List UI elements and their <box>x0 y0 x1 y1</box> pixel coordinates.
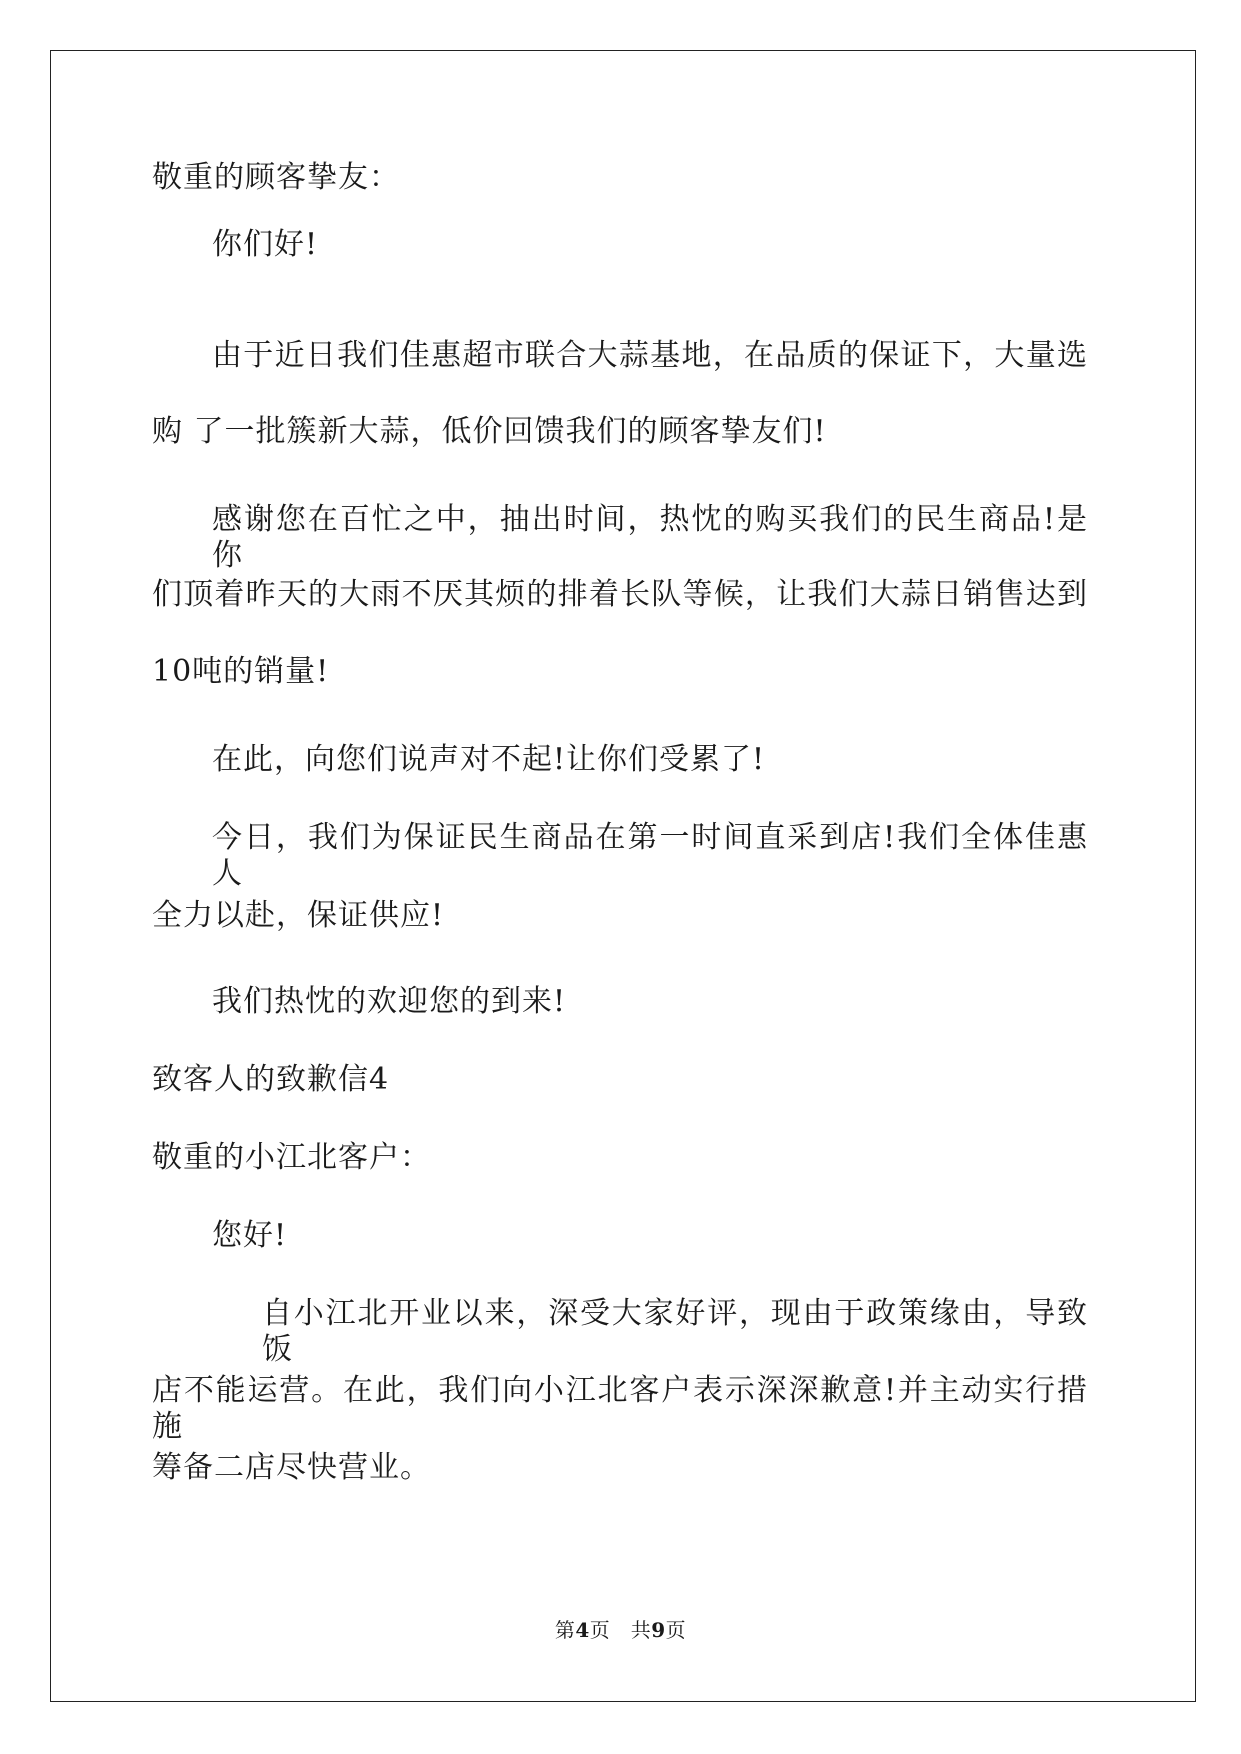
greeting-2: 您好! <box>212 1218 288 1253</box>
paragraph-line: 今日，我们为保证民生商品在第一时间直采到店!我们全体佳惠人 <box>212 820 1088 891</box>
paragraph-line: 购 了一批簇新大蒜，低价回馈我们的顾客挚友们! <box>152 414 827 449</box>
paragraph-line: 店不能运营。在此，我们向小江北客户表示深深歉意!并主动实行措施 <box>152 1373 1088 1444</box>
paragraph-line: 在此，向您们说声对不起!让你们受累了! <box>212 742 766 777</box>
paragraph-line: 筹备二店尽快营业。 <box>152 1450 431 1485</box>
footer-prefix: 第 <box>554 1618 576 1642</box>
paragraph-line: 全力以赴，保证供应! <box>152 898 445 933</box>
total-pages-number: 9 <box>651 1618 666 1642</box>
paragraph-line: 感谢您在百忙之中，抽出时间，热忱的购买我们的民生商品!是你 <box>212 502 1088 573</box>
paragraph-line: 由于近日我们佳惠超市联合大蒜基地，在品质的保证下，大量选 <box>212 338 1088 373</box>
footer-suffix: 页 <box>665 1618 687 1642</box>
paragraph-line: 们顶着昨天的大雨不厌其烦的排着长队等候，让我们大蒜日销售达到 <box>152 577 1088 612</box>
page-footer <box>0 1618 1241 1642</box>
section-title: 致客人的致歉信4 <box>152 1062 390 1097</box>
salutation-2: 敬重的小江北客户： <box>152 1140 431 1175</box>
current-page-number: 4 <box>575 1618 590 1642</box>
footer-middle: 页 共 <box>589 1618 652 1642</box>
paragraph-line: 我们热忱的欢迎您的到来! <box>212 984 567 1019</box>
paragraph-line: 10吨的销量! <box>152 654 330 689</box>
salutation-1: 敬重的顾客挚友： <box>152 160 400 195</box>
paragraph-line: 自小江北开业以来，深受大家好评，现由于政策缘由，导致饭 <box>262 1296 1088 1367</box>
greeting-1: 你们好! <box>212 227 319 262</box>
